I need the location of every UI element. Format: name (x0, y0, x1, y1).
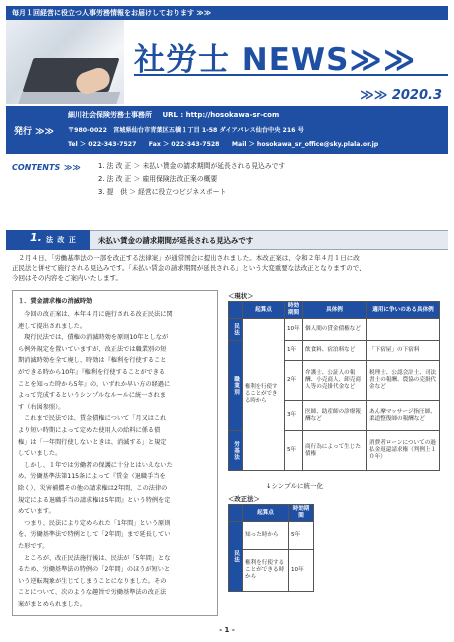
table-cell: 商行為によって生じた債権 (303, 431, 367, 471)
table-corner (229, 302, 243, 319)
table-cell: 1年 (285, 341, 303, 361)
table-header: 起算点 (243, 302, 285, 319)
table-cell: 医師、助産師の診療報酬など (303, 401, 367, 431)
laptop-photo (6, 20, 124, 104)
table-cell: 飲食料、宿泊料など (303, 341, 367, 361)
row-label-labor: 労基法 (229, 431, 243, 471)
body-line: ことについて、次のような趣旨で労働基準法の改正法 (18, 589, 167, 597)
table-header-row (229, 302, 440, 319)
table-header-row (229, 505, 314, 522)
table-cell: 権利を行使することができる時から (243, 550, 289, 592)
intro-line-2: 正民法と併せて施行される見込みです。「未払い賃金の請求期間が延長される」という大変重要な法改正となりますので、 (12, 264, 366, 272)
table-header: 時効期間 (285, 302, 303, 319)
body-line: 案がまとめられました。 (18, 601, 87, 608)
body-line: ことを知った時から5年』の、いずれか早い方の経過に (18, 380, 171, 388)
body-line: す（右図参照）。 (18, 403, 65, 411)
body-line: これまで民法では、賃金債権について「月又はこれ (18, 415, 167, 423)
table-cell: 5年 (289, 522, 314, 550)
section-title: 未払い賃金の請求期間が延長される見込みです (98, 236, 254, 245)
table-cell: 2年 (285, 361, 303, 401)
body-line: 連して提出されました。 (18, 322, 87, 330)
toc-item-3[interactable]: 3. 提 供 ＞ 経営に役立つビジネスポート (98, 188, 227, 196)
body-line: いう逆転現象が生じてしまうことになりました。その (18, 577, 167, 585)
toc-item-1[interactable]: 1. 法 改 正 ＞ 未払い賃金の請求期間が延長される見込みです (98, 162, 286, 170)
title-rule (134, 74, 448, 76)
subheading: １．賃金請求権の消滅時効 (18, 298, 93, 305)
publisher-address: 〒980-0022 宮城県仙台市青葉区五橋１丁目 1-58 ダイアパレス仙台中央 216 号 (68, 127, 304, 134)
table-cell: あん摩マッサージ指圧師、柔道整復師の報酬など (367, 401, 440, 431)
body-line: た形です。 (18, 543, 49, 550)
toc-item-2[interactable]: 2. 法 改 正 ＞ 雇用保険法改正案の概要 (98, 175, 218, 183)
current-table-caption: ＜現状＞ (228, 292, 254, 300)
table-cell: 3年 (285, 401, 303, 431)
table-row (229, 522, 314, 550)
revised-table-caption: ＜改正法＞ (228, 495, 260, 503)
intro-line-1: ２月４日、「労働基準法の一部を改正する法律案」が通常国会に提出されました。本改正案は、令和２年４月１日に改 (12, 254, 360, 262)
section-number: 1. (30, 231, 42, 244)
body-line: るため、労働基準法の特例の「2年間」のほうが短いと (18, 566, 171, 574)
publisher-contact: Tel ＞ 022-343-7527 Fax ＞ 022-343-7528 Mail ＞ hosokawa_sr_office@sky.plala.or.jp (68, 141, 379, 148)
table-cell (367, 319, 440, 341)
table-cell: 税理士、公認会計士、司法書士の報酬、農協の売掛代金など (367, 361, 440, 401)
contents-arrow: ≫≫ (64, 163, 81, 172)
simplify-note: ↓シンプルに統一化 (266, 482, 324, 490)
table-cell: 弁護士、公証人の報酬、小売商人、卸売商人等の売掛代金など (303, 361, 367, 401)
row-label-civil: 民法 (229, 522, 243, 592)
body-line: め、労働基準法第115条によって『賃金（退職手当を (18, 473, 166, 481)
table-cell: 10年 (289, 550, 314, 592)
intro-line-3: 今回はその内容をご案内いたします。 (12, 274, 122, 282)
body-line: ら例外規定を置いていますが、改正法では職業別の短 (18, 345, 167, 353)
table-cell: 10年 (285, 319, 303, 341)
issue-date: ≫≫ 2020.3 (360, 88, 442, 103)
publisher-label: 発行 ≫≫ (14, 127, 54, 137)
current-table (228, 301, 440, 471)
table-header: 起算点 (243, 505, 289, 522)
body-line: しかし、１年では労働者の保護に十分とはいえないた (18, 461, 173, 469)
table-cell: 個人間の貸金債権など (303, 319, 367, 341)
body-line: つまり、民法により定められた「1年間」という原則 (18, 519, 171, 527)
laptop-keyboard-graphic (18, 92, 121, 104)
publisher-url[interactable]: URL : http://hosokawa-sr-com (162, 111, 280, 119)
table-row (229, 319, 440, 341)
body-line: めています。 (18, 508, 55, 516)
table-cell: 「下宿屋」の下宿料 (367, 341, 440, 361)
table-cell: 知った時から (243, 522, 289, 550)
header-tagline: 毎月１回経営に役立つ人事労務情報をお届けしております ≫≫ (12, 9, 212, 17)
body-line: よって完成するというシンプルなルールに統一されま (18, 392, 166, 400)
body-line: 今回の改正案は、本年４月に施行される改正民法に関 (18, 311, 173, 318)
body-line: 期消滅時効を全て廃し、時効は『権利を行使すること (18, 357, 167, 365)
body-line: 規定による退職手当の請求権は5年間』という特例を定 (18, 496, 171, 504)
contents-label: CONTENTS (12, 163, 61, 172)
publisher-name-row (68, 110, 279, 120)
row-label-civil: 民法 (229, 319, 243, 341)
page-number: - 1 - (219, 626, 235, 634)
body-line: ところが、改正民法施行後は、民法が「5年間」とな (18, 554, 171, 562)
table-header: 具体例 (303, 302, 367, 319)
body-line: 権」は「一年間行使しないときは、消滅する」と規定 (18, 438, 167, 446)
table-header: 時効期間 (289, 505, 314, 522)
body-line: より短い時期によって定めた使用人の給料に係る債 (18, 427, 161, 434)
body-line: していました。 (18, 450, 62, 458)
section-label: 法 改 正 (46, 236, 77, 244)
body-line: を、労働基準法で特例として「2年間」まで延長してい (18, 531, 171, 539)
table-cell: 5年 (285, 431, 303, 471)
body-line: 現行民法では、債権の消滅時効を原則10年としなが (18, 334, 169, 342)
table-corner (229, 505, 243, 522)
revised-table (228, 504, 314, 592)
table-cell: 消費者ローンについての過払金返還請求権（判例上１０年） (367, 431, 440, 471)
row-label-occupational: 職業別 (229, 341, 243, 431)
table-header: 適用に争いのある具体例 (367, 302, 440, 319)
body-line: ができる時から10年』『権利を行使することができる (18, 369, 166, 376)
newsletter-title: 社労士 NEWS≫≫ (134, 42, 417, 78)
body-line: 除く）、災害補償その他の請求権は2年間、この法律の (18, 485, 168, 492)
publisher-name: 細川社会保険労務士事務所 (68, 111, 152, 119)
start-point-cell: 権利を行使することができる時から (243, 319, 285, 471)
